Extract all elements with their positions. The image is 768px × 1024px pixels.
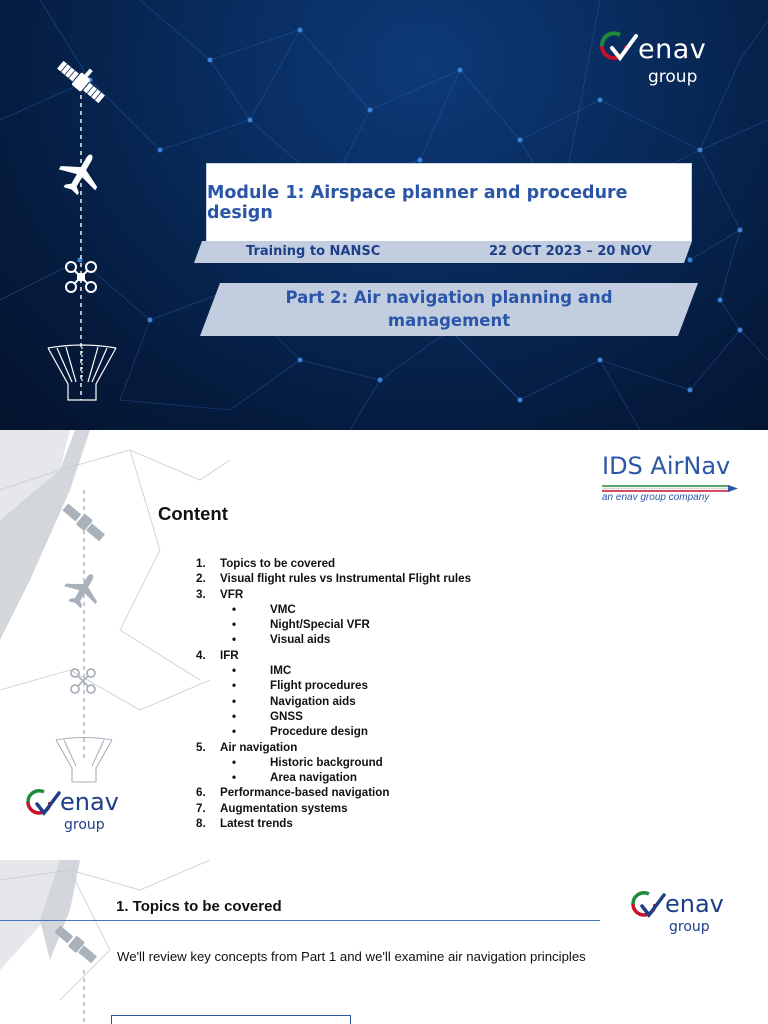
enav-logo-subtext: group: [648, 67, 698, 87]
content-title: Content: [158, 503, 228, 524]
training-dates: 22 OCT 2023 – 20 NOV: [489, 244, 652, 259]
toc-item: [196, 694, 471, 709]
enav-logo-text: enav: [665, 890, 724, 918]
part-title: Part 2: Air navigation planning and management: [285, 288, 613, 330]
toc-label: GNSS: [270, 709, 303, 723]
enav-logo-text: enav: [60, 788, 119, 816]
toc-label: Visual flight rules vs Instrumental Flight rules: [220, 572, 472, 586]
enav-logo-subtext: group: [669, 919, 710, 935]
runway-approach-icon: [46, 344, 118, 402]
toc-item: [196, 602, 471, 617]
toc-bullet: •: [232, 618, 237, 632]
module-title: Module 1: Airspace planner and procedure design: [207, 182, 628, 223]
toc-label: Procedure design: [270, 725, 368, 739]
toc-label: Topics to be covered: [220, 557, 336, 570]
toc-item: [196, 724, 471, 739]
toc-item: [196, 740, 471, 755]
toc-label: VMC: [270, 602, 296, 616]
toc-number: 8.: [196, 817, 206, 831]
toc-item: [196, 571, 471, 586]
toc-label: Night/Special VFR: [270, 618, 370, 632]
toc-label: Latest trends: [220, 817, 293, 831]
training-label: Training to NANSC: [246, 244, 381, 259]
toc-number: 4.: [196, 648, 206, 662]
toc-bullet: •: [232, 694, 237, 708]
toc-item: [196, 755, 471, 770]
toc-label: Flight procedures: [270, 679, 368, 693]
toc-item: [196, 785, 471, 800]
toc-bullet: •: [232, 664, 237, 678]
toc-bullet: •: [232, 755, 237, 769]
ids-tagline: an enav group company: [602, 492, 710, 503]
enav-logo-mark: [630, 890, 670, 920]
toc-item: [196, 556, 471, 571]
toc-number: 3.: [196, 587, 206, 601]
toc-item: [196, 587, 471, 602]
toc-label: VFR: [220, 587, 244, 601]
enav-logo-subtext: group: [64, 817, 105, 833]
toc-number: 5.: [196, 740, 206, 754]
title-slide: [0, 0, 768, 430]
side-decoration: [0, 860, 230, 1024]
ids-airnav-logo: [602, 452, 742, 504]
toc-item: [196, 801, 471, 816]
toc-number: 2.: [196, 572, 206, 586]
slide-body: We'll review key concepts from Part 1 and we'll examine air navigation principles: [117, 949, 586, 964]
toc-label: IMC: [270, 664, 292, 678]
toc-item: [196, 816, 471, 831]
toc-item: [196, 770, 471, 785]
enav-logo-text: enav: [638, 34, 707, 65]
toc-label: Visual aids: [270, 633, 331, 647]
ids-logo-text: IDS AirNav: [602, 452, 731, 480]
title-underline: [0, 920, 600, 921]
toc-item: [196, 663, 471, 678]
module-title-box: [206, 163, 692, 242]
toc-item: [196, 648, 471, 663]
toc-item: [196, 678, 471, 693]
toc-number: 7.: [196, 801, 206, 815]
toc-bullet: •: [232, 679, 237, 693]
toc-bullet: •: [232, 771, 237, 785]
toc-label: Area navigation: [270, 771, 357, 785]
topics-slide: [0, 860, 768, 1024]
toc-label: Performance-based navigation: [220, 786, 390, 800]
content-box: [111, 1015, 351, 1024]
table-of-contents: [196, 556, 471, 831]
toc-number: 6.: [196, 786, 206, 800]
toc-label: Augmentation systems: [220, 801, 348, 815]
toc-number: 1.: [196, 557, 206, 570]
slide-title: 1. Topics to be covered: [116, 898, 282, 915]
satellite-icon: [50, 52, 112, 112]
airplane-icon: [56, 150, 106, 196]
enav-logo-mark: [25, 788, 65, 818]
toc-bullet: •: [232, 709, 237, 723]
toc-bullet: •: [232, 633, 237, 647]
toc-label: Navigation aids: [270, 694, 356, 708]
drone-icon: [64, 260, 98, 294]
toc-item: [196, 709, 471, 724]
toc-bullet: •: [232, 602, 237, 616]
toc-bullet: •: [232, 725, 237, 739]
toc-item: [196, 617, 471, 632]
toc-item: [196, 632, 471, 647]
toc-label: Historic background: [270, 755, 383, 769]
toc-label: IFR: [220, 648, 239, 662]
toc-label: Air navigation: [220, 740, 298, 754]
content-slide: [0, 430, 768, 860]
